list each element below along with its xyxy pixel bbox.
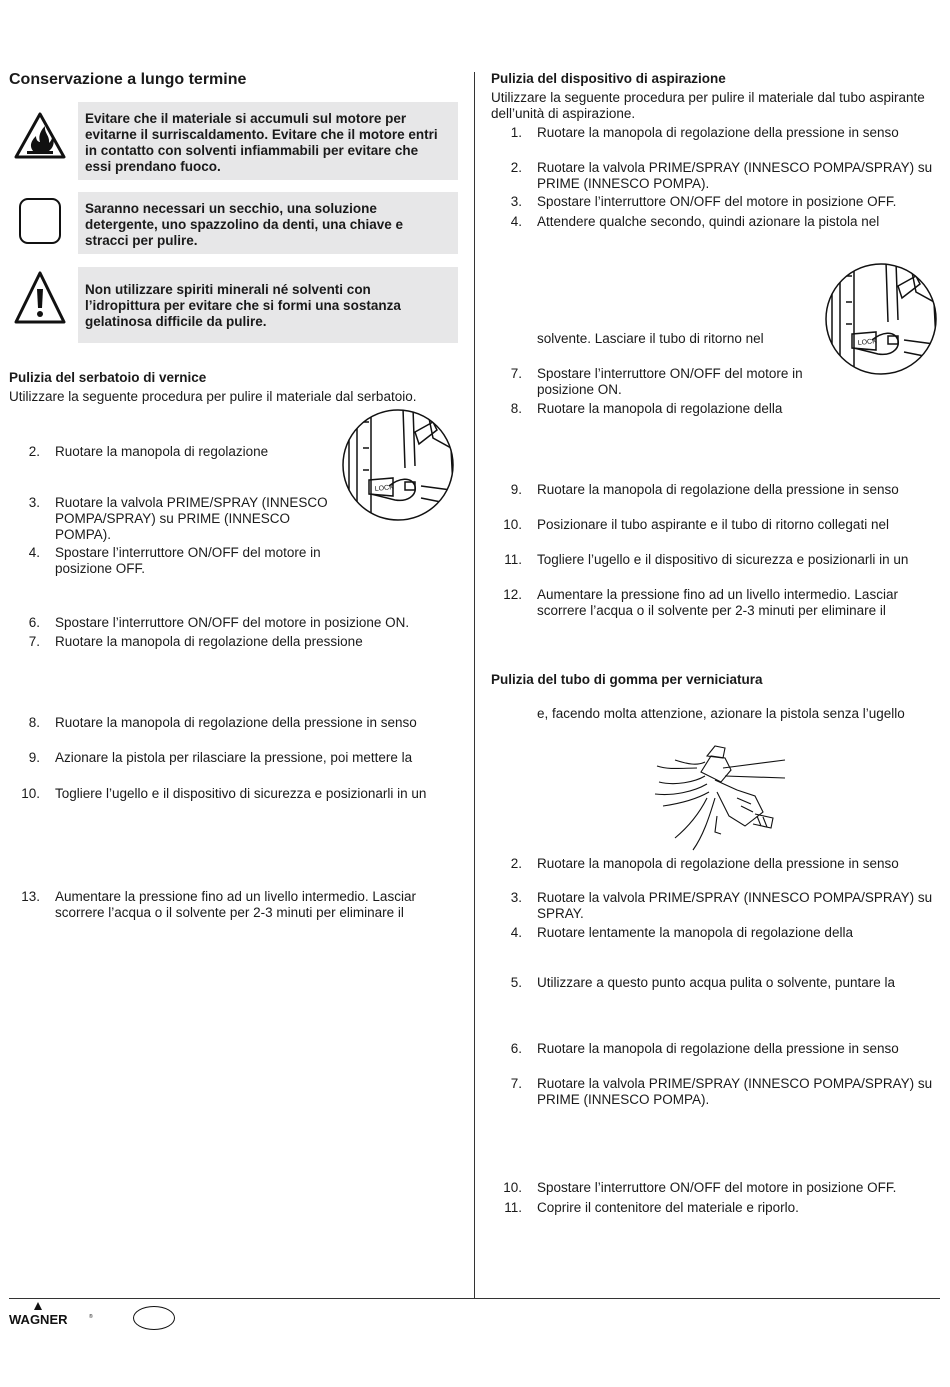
fire-warning-box bbox=[78, 102, 458, 180]
list-text: Ruotare la valvola PRIME/SPRAY (INNESCO POMPA/SPRAY) su PRIME (INNESCO POMPA). bbox=[537, 1076, 933, 1107]
list-text: Utilizzare a questo punto acqua pulita o solvente, puntare la bbox=[537, 975, 895, 990]
list-text: Aumentare la pressione fino ad un livello intermedio. Lasciar scorrere l’acqua o il solvente per 2-3 minuti per eliminare il bbox=[537, 587, 898, 618]
list-number: 2. bbox=[28, 444, 40, 459]
list-number: 12. bbox=[503, 587, 522, 602]
wagner-logo bbox=[9, 1300, 95, 1328]
list-text: Ruotare la manopola di regolazione della pressione in senso bbox=[55, 715, 417, 730]
list-number: 1. bbox=[510, 125, 522, 140]
list-number: 3. bbox=[510, 890, 522, 905]
list-text: Azionare la pistola per rilasciare la pressione, poi mettere la bbox=[55, 750, 413, 765]
list-number: 3. bbox=[28, 495, 40, 510]
list-number: 5. bbox=[510, 975, 522, 990]
list-number: 3. bbox=[510, 194, 522, 209]
list-number: 7. bbox=[28, 634, 40, 649]
list-text: Togliere l’ugello e il dispositivo di sicurezza e posizionarli in un bbox=[537, 552, 909, 567]
note-box bbox=[78, 192, 458, 254]
list-number: 11. bbox=[504, 552, 522, 567]
list-text: Posizionare il tubo aspirante e il tubo di ritorno collegati nel bbox=[537, 517, 889, 532]
suction-intro: Utilizzare la seguente procedura per pulire il materiale dal tubo aspirante dell’unità di aspirazione. bbox=[491, 90, 925, 121]
list-number: 8. bbox=[510, 401, 522, 416]
list-text: Ruotare la manopola di regolazione della pressione in senso bbox=[537, 482, 899, 497]
list-number: 8. bbox=[28, 715, 40, 730]
list-text: Aumentare la pressione fino ad un livello intermedio. Lasciar scorrere l’acqua o il solvente per 2-3 minuti per eliminare il bbox=[55, 889, 416, 920]
list-number: 4. bbox=[28, 545, 40, 560]
caution-text: Non utilizzare spiriti minerali né solventi con l’idropittura per evitare che si formi una sostanza gelatinosa difficile da pulire. bbox=[85, 282, 401, 329]
list-text: Spostare l’interruttore ON/OFF del motore in posizione OFF. bbox=[55, 545, 321, 576]
fire-warning-icon bbox=[14, 112, 66, 165]
caution-icon bbox=[14, 270, 66, 331]
list-number: 10. bbox=[503, 517, 522, 532]
pressure-knob-figure bbox=[824, 262, 938, 381]
list-number: 13. bbox=[21, 889, 40, 904]
list-number: 2. bbox=[510, 856, 522, 871]
language-badge bbox=[133, 1306, 175, 1330]
list-text: Spostare l’interruttore ON/OFF del motore in posizione OFF. bbox=[537, 1180, 897, 1195]
list-number: 4. bbox=[510, 214, 522, 229]
list-text: Ruotare la valvola PRIME/SPRAY (INNESCO POMPA/SPRAY) su SPRAY. bbox=[537, 890, 933, 921]
section-title: Conservazione a lungo termine bbox=[9, 71, 247, 88]
list-text: Spostare l’interruttore ON/OFF del motore in posizione ON. bbox=[55, 615, 410, 630]
note-text: Saranno necessari un secchio, una soluzione detergente, uno spazzolino da denti, una chiave e stracci per pulire. bbox=[85, 201, 404, 248]
hose-title: Pulizia del tubo di gomma per verniciatura bbox=[491, 672, 763, 687]
tank-intro: Utilizzare la seguente procedura per pulire il materiale dal serbatoio. bbox=[9, 389, 417, 404]
svg-text:®: ® bbox=[89, 1314, 93, 1320]
list-number: 6. bbox=[28, 615, 40, 630]
list-number: 9. bbox=[510, 482, 522, 497]
footer-divider bbox=[9, 1298, 940, 1299]
list-text: Ruotare la manopola di regolazione della pressione in senso bbox=[537, 856, 899, 871]
list-number: 7. bbox=[510, 366, 522, 381]
list-number: 10. bbox=[21, 786, 40, 801]
list-text: Ruotare la manopola di regolazione bbox=[55, 444, 269, 459]
suction-title: Pulizia del dispositivo di aspirazione bbox=[491, 71, 726, 86]
list-text: Ruotare la manopola di regolazione della pressione in senso bbox=[537, 1041, 899, 1056]
list-number: 9. bbox=[28, 750, 40, 765]
tank-title: Pulizia del serbatoio di vernice bbox=[9, 370, 207, 385]
list-text: Coprire il contenitore del materiale e riporlo. bbox=[537, 1200, 799, 1215]
list-number: 6. bbox=[510, 1041, 522, 1056]
list-text: Ruotare la valvola PRIME/SPRAY (INNESCO POMPA/SPRAY) su PRIME (INNESCO POMPA). bbox=[537, 160, 933, 191]
list-text: Ruotare lentamente la manopola di regolazione della bbox=[537, 925, 853, 940]
list-number: 7. bbox=[510, 1076, 522, 1091]
text-fragment: solvente. Lasciare il tubo di ritorno nel bbox=[537, 331, 764, 346]
fire-warning-text: Evitare che il materiale si accumuli sul motore per evitarne il surriscaldamento. Evitare che il motore entri in contatto con solventi infiammabili per evitare che essi prendano fuoco. bbox=[85, 111, 438, 174]
list-text: Attendere qualche secondo, quindi azionare la pistola nel bbox=[537, 214, 880, 229]
svg-text:LOCK: LOCK bbox=[857, 338, 878, 347]
spray-gun-figure bbox=[645, 742, 790, 857]
list-text: Spostare l’interruttore ON/OFF del motore in posizione OFF. bbox=[537, 194, 897, 209]
list-number: 4. bbox=[510, 925, 522, 940]
column-divider bbox=[474, 72, 475, 1298]
brand-name: WAGNER bbox=[9, 1312, 68, 1327]
list-text: Ruotare la manopola di regolazione della pressione bbox=[55, 634, 363, 649]
pressure-knob-figure bbox=[341, 408, 455, 527]
list-text: Spostare l’interruttore ON/OFF del motore in posizione ON. bbox=[537, 366, 803, 397]
list-number: 2. bbox=[510, 160, 522, 175]
list-text: Ruotare la valvola PRIME/SPRAY (INNESCO POMPA/SPRAY) su PRIME (INNESCO POMPA). bbox=[55, 495, 328, 542]
text-fragment: e, facendo molta attenzione, azionare la pistola senza l’ugello bbox=[537, 706, 905, 721]
list-number: 11. bbox=[504, 1200, 522, 1215]
list-text: Ruotare la manopola di regolazione della bbox=[537, 401, 783, 416]
list-text: Ruotare la manopola di regolazione della pressione in senso bbox=[537, 125, 899, 140]
list-text: Togliere l’ugello e il dispositivo di sicurezza e posizionarli in un bbox=[55, 786, 427, 801]
svg-text:LOCK: LOCK bbox=[374, 484, 395, 493]
note-icon bbox=[18, 197, 64, 250]
list-number: 10. bbox=[503, 1180, 522, 1195]
caution-box bbox=[78, 267, 458, 343]
